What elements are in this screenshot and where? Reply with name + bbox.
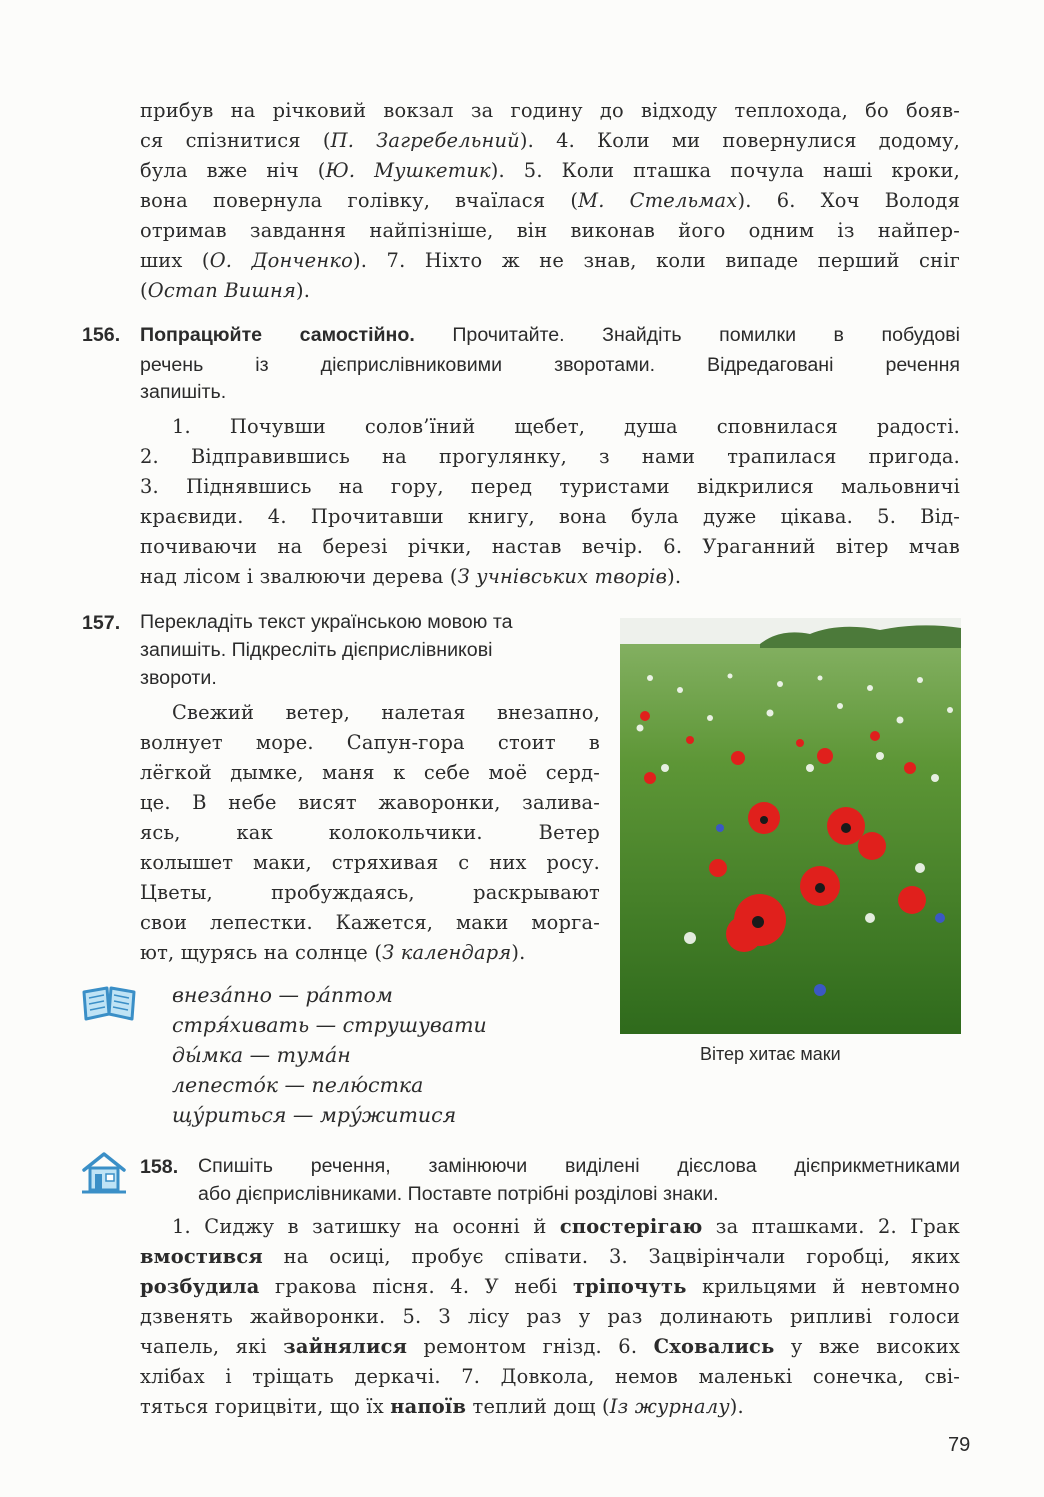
text-line: волнует море. Сапун-гора стоит в	[140, 731, 600, 754]
exercise-156-number: 156.	[82, 324, 121, 346]
text-line: 1. Сиджу в затишку на осонні й спостерігаю за пташками. 2. Грак	[172, 1215, 960, 1238]
vocab-item: внеза́пно — ра́птом	[172, 983, 393, 1007]
source-citation: П. Загребельний	[330, 129, 520, 152]
task-line: або дієприслівниками. Поставте потрібні розділові знаки.	[198, 1183, 719, 1205]
source-citation: Із журналу	[609, 1395, 730, 1418]
highlighted-word: вмостився	[140, 1245, 263, 1268]
highlighted-word: зайнялися	[283, 1335, 408, 1358]
text-line: дзвенять жайворонки. 5. З лісу раз у раз долинають рипливі голоси	[140, 1305, 960, 1328]
intro-line: (Остап Вишня).	[140, 279, 311, 302]
text-line: лёгкой дымке, маня к себе моё серд-	[140, 761, 600, 784]
exercise-158-text	[140, 1212, 960, 1422]
text-line: тяться горицвіти, що їх напоїв теплий дощ (Із журналу).	[140, 1395, 744, 1418]
intro-line: отримав завдання найпізніше, він виконав його одним із найпер-	[140, 219, 960, 242]
text-line: хлібах і тріщать деркачі. 7. Довкола, немов маленькі сонечка, сві-	[140, 1365, 960, 1388]
vocab-item: стря́хивать — струшувати	[172, 1013, 487, 1037]
highlighted-word: Попрацюйте самостійно.	[140, 324, 415, 346]
page-number: 79	[948, 1434, 971, 1456]
vocabulary-list	[172, 980, 592, 1130]
source-citation: М. Стельмах	[578, 189, 738, 212]
source-citation: О. Донченко	[209, 249, 353, 272]
highlighted-word: тріпочуть	[572, 1275, 687, 1298]
highlighted-word: напоїв	[390, 1395, 467, 1418]
exercise-156-task	[140, 320, 960, 404]
task-line: речень із дієприслівниковими зворотами. Відредаговані речення	[140, 354, 960, 376]
task-line: запишіть. Підкресліть дієприслівникові	[140, 639, 493, 661]
text-line: над лісом і звалюючи дерева (З учнівських творів).	[140, 565, 682, 588]
text-line: ют, щурясь на солнце (З календаря).	[140, 941, 526, 964]
intro-line: прибув на річковий вокзал за годину до відходу теплохода, бо бояв-	[140, 99, 960, 122]
exercise-157-number: 157.	[82, 612, 121, 634]
text-line: розбудила гракова пісня. 4. У небі тріпочуть крильцями й невтомно	[140, 1275, 960, 1298]
text-line: 1. Почувши солов’їний щебет, душа сповнилася радості.	[172, 415, 960, 438]
task-line: звороти.	[140, 667, 217, 689]
exercise-158-number: 158.	[140, 1156, 179, 1178]
text-line: це. В небе висят жаворонки, залива-	[140, 791, 600, 814]
source-citation: Ю. Мушкетик	[325, 159, 491, 182]
text-line: колышет маки, стряхивая с них росу.	[140, 851, 600, 874]
vocab-item: ды́мка — тума́н	[172, 1043, 351, 1067]
highlighted-word: розбудила	[140, 1275, 260, 1298]
intro-line: ших (О. Донченко). 7. Ніхто ж не знав, коли випаде перший сніг	[140, 249, 960, 272]
intro-line: була вже ніч (Ю. Мушкетик). 5. Коли пташка почула наші кроки,	[140, 159, 960, 182]
exercise-157-text	[140, 698, 600, 968]
text-line: 2. Відправившись на прогулянку, з нами трапилася пригода.	[140, 445, 960, 468]
source-citation: З учнівських творів	[457, 565, 668, 588]
highlighted-word: Сховались	[653, 1335, 775, 1358]
open-book-icon	[80, 984, 138, 1024]
house-icon	[80, 1150, 128, 1194]
intro-line: ся спізнитися (П. Загребельний). 4. Коли ми повернулися додому,	[140, 129, 960, 152]
vocab-item: щу́риться — мру́житися	[172, 1103, 457, 1127]
exercise-156-text	[140, 412, 960, 592]
exercise-158-task	[198, 1152, 960, 1208]
text-line: Свежий ветер, налетая внезапно,	[172, 701, 600, 724]
text-line: 3. Піднявшись на гору, перед туристами відкрилися мальовничі	[140, 475, 960, 498]
task-line: Перекладіть текст українською мовою та	[140, 611, 513, 633]
intro-text	[140, 96, 960, 306]
task-line: Спишіть речення, замінюючи виділені дієслова дієприкметниками	[198, 1155, 960, 1177]
photo-caption: Вітер хитає маки	[700, 1044, 841, 1064]
text-line: почиваючи на березі річки, настав вечір. 6. Ураганний вітер мчав	[140, 535, 960, 558]
text-line: краєвиди. 4. Прочитавши книгу, вона була дуже цікава. 5. Від-	[140, 505, 960, 528]
text-line: Цветы, пробуждаясь, раскрывают	[140, 881, 600, 904]
task-line: запишіть.	[140, 381, 227, 403]
text-line: чапель, які зайнялися ремонтом гнізд. 6. Сховались у вже високих	[140, 1335, 960, 1358]
intro-line: вона повернула голівку, вчаїлася (М. Стельмах). 6. Хоч Володя	[140, 189, 960, 212]
text-line: ясь, как колокольчики. Ветер	[140, 821, 600, 844]
highlighted-word: спостерігаю	[559, 1215, 703, 1238]
vocab-item: лепесто́к — пелю́стка	[172, 1073, 424, 1097]
source-citation: З календаря	[382, 941, 512, 964]
text-line: свои лепестки. Кажется, маки морга-	[140, 911, 600, 934]
text-line: вмостився на осиці, пробує співати. 3. Зацвірінчали горобці, яких	[140, 1245, 960, 1268]
task-line: Попрацюйте самостійно. Прочитайте. Знайдіть помилки в побудові	[140, 324, 960, 346]
poppy-field-photo	[620, 618, 961, 1034]
exercise-157-task	[140, 608, 600, 692]
source-citation: Остап Вишня	[147, 279, 297, 302]
